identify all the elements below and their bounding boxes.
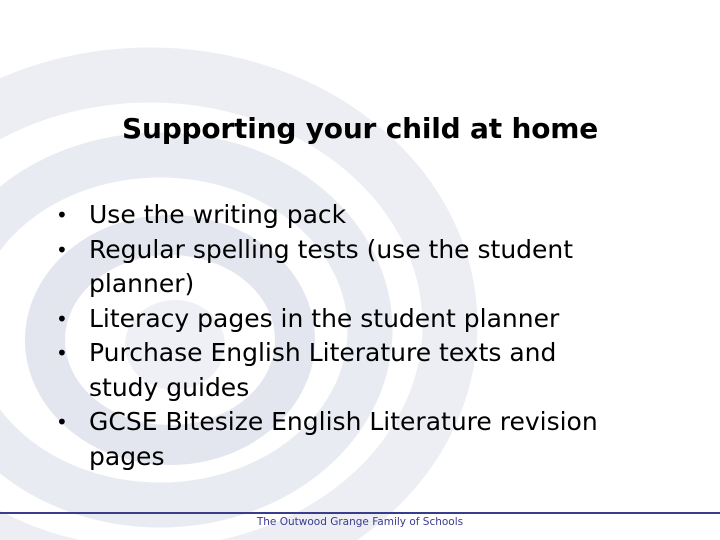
bullet-text: Regular spelling tests (use the student [89, 234, 574, 264]
bullet-dot: • [56, 341, 68, 365]
bullet-text-continued: study guides [89, 372, 250, 402]
bullet-text: Literacy pages in the student planner [89, 303, 560, 333]
bullet-text: Use the writing pack [89, 200, 347, 229]
bullet-text-continued: planner) [89, 269, 195, 298]
bullet-dot: • [56, 410, 68, 434]
bullet-text: GCSE Bitesize English Literature revision [89, 407, 598, 436]
bullet-text-continued: pages [89, 441, 165, 471]
bullet-text: Purchase English Literature texts and [89, 338, 557, 367]
bullet-dot: • [56, 237, 68, 262]
bullet-item [56, 198, 656, 233]
bullet-dot: • [56, 203, 68, 227]
bullet-dot: • [56, 306, 68, 331]
slide-title: Supporting your child at home [122, 112, 598, 145]
bullet-item [56, 233, 656, 302]
bullet-list [56, 198, 656, 474]
footer-divider [0, 512, 720, 514]
bullet-item [56, 302, 656, 337]
bullet-item [56, 336, 656, 405]
bullet-item [56, 405, 656, 474]
footer-text: The Outwood Grange Family of Schools [256, 516, 464, 528]
